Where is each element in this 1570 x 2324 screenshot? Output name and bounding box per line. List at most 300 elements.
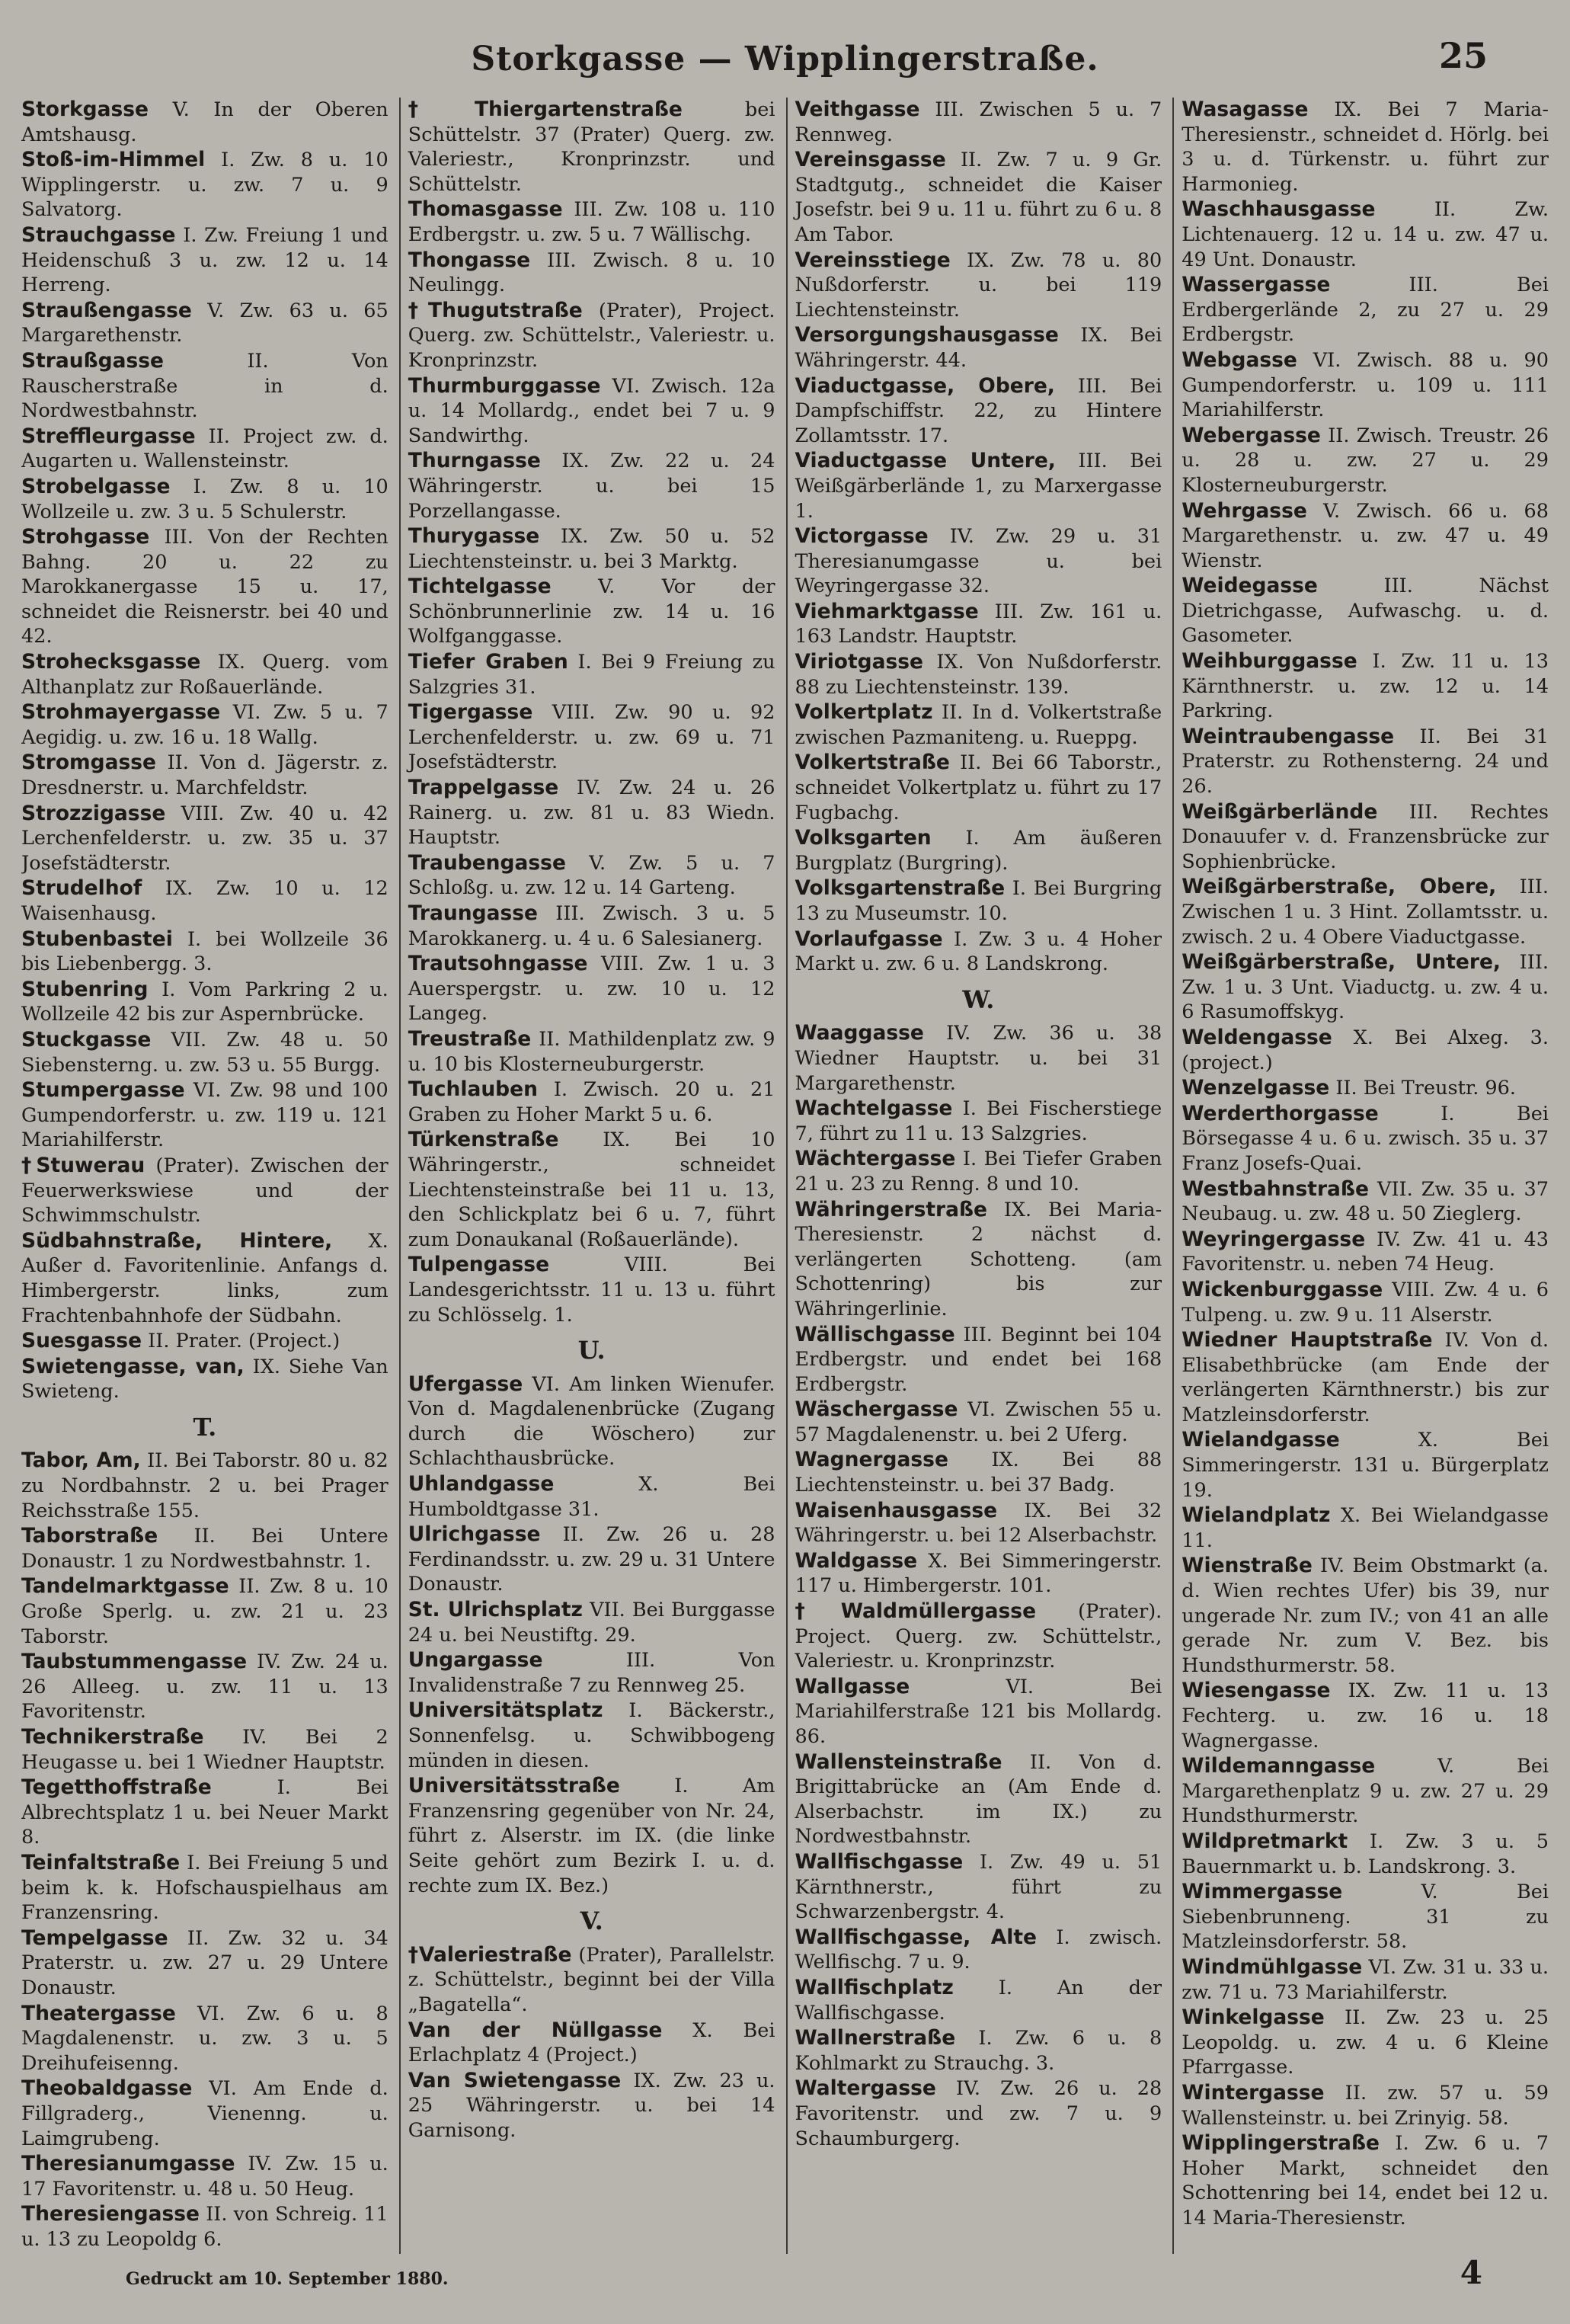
street-entry <box>21 1229 389 1328</box>
street-name: Universitätsstraße <box>408 1774 620 1798</box>
street-name: Stubenbastei <box>21 927 173 951</box>
print-date: Gedruckt am 10. September 1880. <box>126 2269 449 2289</box>
street-entry <box>795 876 1162 926</box>
street-entry <box>408 1648 775 1698</box>
street-description: (Prater), Project. Querg. zw. Schüttelstr., Valeriestr. u. Kronprinzstr. <box>408 299 775 372</box>
street-entry <box>408 449 775 523</box>
street-name: Wielandgasse <box>1181 1428 1340 1452</box>
street-entry <box>21 2152 389 2201</box>
street-entry <box>21 2202 389 2252</box>
street-description: V. Zwisch. 66 u. 68 Margarethenstr. u. zw. 47 u. 49 Wienstr. <box>1181 499 1549 572</box>
street-entry <box>1181 2131 1549 2230</box>
street-entry <box>408 1943 775 2018</box>
street-description: II. Mathildenplatz zw. 9 u. 10 bis Klosterneuburgerstr. <box>408 1027 775 1076</box>
street-name: Victorgasse <box>795 524 929 549</box>
street-description: IV. Von d. Elisabethbrücke (am Ende der verlängerten Kärnthnerstr.) bis zur Matzleinsdorferstr. <box>1181 1329 1549 1426</box>
street-entry <box>1181 1177 1549 1227</box>
sheet-number: 4 <box>1460 2254 1482 2291</box>
street-entry <box>21 223 389 298</box>
street-name: Wienstraße <box>1181 1554 1313 1578</box>
street-description: III. Zwischen 5 u. 7 Rennweg. <box>795 98 1162 146</box>
street-entry <box>1181 1076 1549 1101</box>
street-name: Waaggasse <box>795 1021 924 1045</box>
street-description: VIII. Zw. 90 u. 92 Lerchenfelderstr. u. zw. 69 u. 71 Josefstädterstr. <box>408 701 775 774</box>
street-description: IX. Zw. 22 u. 24 Währingerstr. u. bei 15 Porzellangasse. <box>408 450 775 523</box>
street-entry <box>21 98 389 147</box>
street-entry <box>21 148 389 222</box>
street-entry <box>1181 1829 1549 1879</box>
street-entry <box>408 1077 775 1127</box>
street-entry <box>795 1675 1162 1749</box>
street-name: Weihburggasse <box>1181 649 1357 674</box>
street-description: VI. Bei Mariahilferstraße 121 bis Mollardg. 86. <box>795 1675 1162 1748</box>
street-name: Viriotgasse <box>795 650 924 674</box>
street-description: IV. Beim Obstmarkt (a. d. Wien rechtes Ufer) bis 39, nur ungerade Nr. zum IV.; von 41 an alle gerade Nr. zum V. Bez. bis Hundsthurmerstr. 58. <box>1181 1554 1549 1677</box>
street-description: IX. Bei 7 Maria-Theresienstr., schneidet d. Hörlg. bei 3 u. d. Türkenstr. u. führt zur Harmonieg. <box>1181 98 1549 196</box>
street-entry <box>795 927 1162 977</box>
street-entry <box>21 1154 389 1228</box>
street-name: Stuckgasse <box>21 1027 152 1052</box>
street-description: X. Bei Humboldtgasse 31. <box>408 1473 775 1521</box>
street-entry <box>408 1598 775 1647</box>
street-entry <box>1181 1328 1549 1427</box>
street-description: II. Von d. Brigittabrücke an (Am Ende d. Alserbachstr. im IX.) zu Nordwestbahnstr. <box>795 1750 1162 1849</box>
street-description: VIII. Zw. 1 u. 3 Auerspergstr. u. zw. 10 u. 12 Langeg. <box>408 952 775 1026</box>
street-description: VIII. Zw. 40 u. 42 Lerchenfelderstr. u. zw. 35 u. 37 Josefstädterstr. <box>21 802 389 875</box>
street-entry <box>21 1028 389 1077</box>
street-entry <box>408 1027 775 1077</box>
street-description: I. Bei Fischerstiege 7, führt zu 11 u. 13 Salzgries. <box>795 1097 1162 1145</box>
street-description: VI. Zwisch. 12a u. 14 Mollardg., endet bei 7 u. 9 Sandwirthg. <box>408 374 775 447</box>
street-name: Strauchgasse <box>21 222 176 247</box>
street-description: IX. Querg. vom Althanplatz zur Roßauerlände. <box>21 651 389 699</box>
street-description: I. Zw. 6 u. 7 Hoher Markt, schneidet den Schottenring bei 14, endet bei 12 u. 14 Maria-Theresienstr. <box>1181 2132 1549 2230</box>
street-description: I. Zw. Freiung 1 und Heidenschuß 3 u. zw. 12 u. 14 Herreng. <box>21 223 389 297</box>
street-description: II. In d. Volkertstraße zwischen Pazmaniteng. u. Rueppg. <box>795 701 1162 749</box>
page-number: 25 <box>1438 35 1488 76</box>
street-entry <box>795 98 1162 147</box>
street-name: Webergasse <box>1181 423 1321 447</box>
street-description: VI. Zw. 31 u. 33 u. zw. 71 u. 73 Mariahilferstr. <box>1181 1955 1549 2004</box>
street-name: Tulpengasse <box>408 1253 550 1277</box>
street-entry <box>408 700 775 775</box>
street-name: Versorgungshausgasse <box>795 323 1059 347</box>
street-description: III. Bei Dampfschiffstr. 22, zu Hintere Zollamtsstr. 17. <box>795 374 1162 447</box>
street-description: I. Zw. 49 u. 51 Kärnthnerstr., führt zu Schwarzenbergstr. 4. <box>795 1850 1162 1924</box>
street-name: Wildemanngasse <box>1181 1754 1376 1778</box>
street-entry <box>408 1253 775 1327</box>
street-name: Waschhausgasse <box>1181 197 1376 222</box>
street-description: VI. Zw. 6 u. 8 Magdalenenstr. u. zw. 3 u. 5 Dreihufeisenng. <box>21 2002 389 2075</box>
street-name: Strohecksgasse <box>21 650 201 674</box>
street-name: Ufergasse <box>408 1372 523 1396</box>
street-name: Winkelgasse <box>1181 2005 1325 2030</box>
street-description: VI. Am Ende d. Fillgraderg., Vienenng. u. Laimgrubeng. <box>21 2077 389 2150</box>
street-name: Wasagasse <box>1181 98 1309 121</box>
street-entry <box>795 1549 1162 1599</box>
street-description: IX. Zw. 23 u. 25 Währingerstr. u. bei 14 Garnisong. <box>408 2069 775 2142</box>
street-description: I. Bei Albrechtsplatz 1 u. bei Neuer Markt 8. <box>21 1776 389 1849</box>
street-entry <box>21 751 389 800</box>
street-entry <box>795 2026 1162 2076</box>
street-entry <box>408 1522 775 1597</box>
street-name: Universitätsplatz <box>408 1698 603 1723</box>
street-name: Swietengasse, van, <box>21 1354 245 1378</box>
street-name: Windmühlgasse <box>1181 1954 1363 1979</box>
street-description: III. Bei Weißgärberlände 1, zu Marxergasse 1. <box>795 450 1162 523</box>
street-entry <box>408 851 775 901</box>
street-entry <box>795 1397 1162 1447</box>
street-entry <box>1181 348 1549 423</box>
street-entry <box>408 952 775 1026</box>
street-name: Theresianumgasse <box>21 2152 235 2176</box>
street-entry <box>795 248 1162 323</box>
street-description: IV. Zw. 24 u. 26 Alleeg. u. zw. 11 u. 13 Favoritenstr. <box>21 1650 389 1724</box>
street-entry <box>408 1128 775 1252</box>
street-name: Storkgasse <box>21 98 149 121</box>
street-entry <box>408 776 775 850</box>
street-description: II. Bei 66 Taborstr., schneidet Volkertplatz u. führt zu 17 Fugbachg. <box>795 751 1162 824</box>
street-entry <box>21 1355 389 1404</box>
street-name: Straußgasse <box>21 348 165 373</box>
street-name: Waltergasse <box>795 2076 936 2101</box>
street-description: II. Bei Untere Donaustr. 1 zu Nordwestbahnstr. 1. <box>21 1525 389 1573</box>
street-description: IV. Zw. 15 u. 17 Favoritenstr. u. 48 u. 50 Heug. <box>21 2153 389 2201</box>
street-name: Theobaldgasse <box>21 2076 193 2101</box>
page-title: Storkgasse — Wipplingerstraße. <box>471 40 1099 78</box>
street-entry <box>21 1329 389 1354</box>
street-entry <box>795 650 1162 699</box>
street-description: III. Zw. 108 u. 110 Erdbergstr. u. zw. 5 u. 7 Wällischg. <box>408 198 775 246</box>
street-description: II. zw. 57 u. 59 Wallensteinstr. u. bei Zrinyig. 58. <box>1181 2081 1549 2130</box>
street-entry <box>795 1850 1162 1925</box>
street-entry <box>795 323 1162 373</box>
page-header <box>0 30 1570 84</box>
street-name: Wällischgasse <box>795 1322 955 1346</box>
street-entry <box>1181 574 1549 648</box>
street-description: I. Am Franzensring gegenüber von Nr. 24, führt z. Alserstr. im IX. (die linke Seite gehört zum Bezirk I. u. d. rechte zum IX. Bez.) <box>408 1775 775 1897</box>
street-name: Wallfischgasse, Alte <box>795 1925 1037 1949</box>
street-name: Wagnergasse <box>795 1448 948 1472</box>
street-name: Volksgartenstraße <box>795 876 1006 901</box>
street-description: I. Bei 9 Freiung zu Salzgries 31. <box>408 651 775 699</box>
street-description: III. Zwisch. 8 u. 10 Neulingg. <box>408 248 775 297</box>
street-name: Strudelhof <box>21 876 142 901</box>
street-name: St. Ulrichsplatz <box>408 1598 583 1622</box>
street-name: Wäschergasse <box>795 1397 958 1422</box>
street-name: Südbahnstraße, Hintere, <box>21 1228 333 1253</box>
street-description: IX. Von Nußdorferstr. 88 zu Liechtensteinstr. 139. <box>795 651 1162 699</box>
street-name: Weidegasse <box>1181 574 1318 598</box>
street-name: Thurmburggasse <box>408 373 601 398</box>
street-entry <box>21 1650 389 1724</box>
street-entry <box>21 299 389 348</box>
street-name: Wallfischplatz <box>795 1975 954 1999</box>
street-description: V. Bei Margarethenplatz 9 u. zw. 27 u. 29 Hundsthurmerstr. <box>1181 1755 1549 1828</box>
street-description: V. In der Oberen Amtshausg. <box>21 98 389 146</box>
street-entry <box>795 1499 1162 1548</box>
street-description: IX. Bei Maria-Theresienstr. 2 nächst d. verlängerten Schotteng. (am Schottenring) bis zur Währingerlinie. <box>795 1198 1162 1320</box>
street-description: IX. Bei Währingerstr. 44. <box>795 324 1162 372</box>
street-entry <box>1181 2081 1549 2130</box>
street-entry <box>21 2076 389 2151</box>
street-name: Volkertplatz <box>795 700 933 725</box>
street-description: IV. Zw. 29 u. 31 Theresianumgasse u. bei Weyringergasse 32. <box>795 525 1162 598</box>
street-description: II. Zw. 26 u. 28 Ferdinandsstr. u. zw. 29 u. 31 Untere Donaustr. <box>408 1523 775 1596</box>
street-entry <box>795 1198 1162 1322</box>
street-description: X. Bei Wielandgasse 11. <box>1181 1504 1549 1552</box>
street-description: III. Von Invalidenstraße 7 zu Rennweg 25. <box>408 1649 775 1697</box>
street-name: †Thiergartenstraße <box>408 98 683 121</box>
street-name: Tegetthoffstraße <box>21 1775 212 1800</box>
street-name: Suesgasse <box>21 1329 142 1353</box>
street-entry <box>408 374 775 449</box>
street-entry <box>795 1096 1162 1146</box>
street-entry <box>408 1774 775 1898</box>
street-entry <box>795 826 1162 876</box>
street-name: Vereinsstiege <box>795 248 951 272</box>
street-name: Traubengasse <box>408 850 566 875</box>
street-description: VII. Zw. 35 u. 37 Neubaug. u. zw. 48 u. 50 Zieglerg. <box>1181 1177 1549 1226</box>
street-description: (Prater), Parallelstr. z. Schüttelstr., beginnt bei der Villa „Bagatella“. <box>408 1943 775 2016</box>
street-name: Tigergasse <box>408 700 533 725</box>
street-description: I. Zw. 3 u. 4 Hoher Markt u. zw. 6 u. 8 Landskrong. <box>795 927 1162 976</box>
street-name: Strobelgasse <box>21 474 171 498</box>
street-description: II. Prater. (Project.) <box>142 1330 341 1353</box>
street-name: Thomasgasse <box>408 197 563 222</box>
street-entry <box>408 901 775 951</box>
street-description: I. Bäckerstr., Sonnenfelsg. u. Schwibbogeng münden in diesen. <box>408 1699 775 1772</box>
street-name: Wielandplatz <box>1181 1503 1331 1528</box>
street-entry <box>408 248 775 298</box>
street-name: †Valeriestraße <box>408 1942 572 1967</box>
street-entry <box>21 1725 389 1775</box>
street-entry <box>21 2002 389 2076</box>
street-name: Tichtelgasse <box>408 575 552 599</box>
street-name: Weißgärberlände <box>1181 799 1378 824</box>
street-entry <box>795 148 1162 247</box>
column-4 <box>1172 98 1549 2254</box>
street-description: IV. Zw. 41 u. 43 Favoritenstr. u. neben 74 Heug. <box>1181 1228 1549 1276</box>
street-name: Wiesengasse <box>1181 1679 1331 1703</box>
street-entry <box>408 1698 775 1773</box>
street-entry <box>21 802 389 876</box>
street-name: †Waldmüllergasse <box>795 1599 1037 1624</box>
street-name: Webgasse <box>1181 347 1297 372</box>
street-name: Volkertstraße <box>795 751 950 775</box>
street-name: Theresiengasse <box>21 2202 200 2226</box>
street-columns <box>21 98 1549 2254</box>
street-description: I. Bei Freiung 5 und beim k. k. Hofschauspielhaus am Franzensring. <box>21 1851 389 1925</box>
street-description: VIII. Zw. 4 u. 6 Tulpeng. u. zw. 9 u. 11 Alserstr. <box>1181 1278 1549 1327</box>
street-description: II. Zw. Lichtenauerg. 12 u. 14 u. zw. 47 u. 49 Unt. Donaustr. <box>1181 198 1549 271</box>
street-name: Strohmayergasse <box>21 700 221 725</box>
column-3 <box>786 98 1162 2254</box>
street-entry <box>1181 875 1549 949</box>
street-name: Stromgasse <box>21 751 157 775</box>
street-name: Wiedner Hauptstraße <box>1181 1328 1433 1352</box>
street-name: Wipplingerstraße <box>1181 2131 1380 2156</box>
street-name: Wachtelgasse <box>795 1096 953 1121</box>
street-name: Trappelgasse <box>408 776 559 800</box>
street-description: III. Rechtes Donauufer v. d. Franzensbrücke zur Sophienbrücke. <box>1181 800 1549 873</box>
street-name: †Thugutstraße <box>408 298 583 322</box>
street-name: Wallgasse <box>795 1674 910 1698</box>
street-name: †Stuwerau <box>21 1153 145 1177</box>
column-1 <box>21 98 389 2254</box>
street-entry <box>21 1448 389 1523</box>
street-name: Teinfaltstraße <box>21 1850 181 1874</box>
street-entry <box>21 1926 389 2001</box>
street-entry <box>1181 1503 1549 1553</box>
street-description: IX. Siehe Van Swieteng. <box>21 1355 389 1404</box>
section-letter: V. <box>580 1906 603 1936</box>
street-description: (Prater). Project. Querg. zw. Schüttelstr., Valeriestr. u. Kronprinzstr. <box>795 1600 1162 1673</box>
street-name: Weyringergasse <box>1181 1227 1366 1251</box>
street-entry <box>408 1472 775 1522</box>
street-entry <box>1181 98 1549 197</box>
street-name: Stoß-im-Himmel <box>21 148 206 172</box>
street-description: I. zwisch. Wellfischg. 7 u. 9. <box>795 1925 1162 1974</box>
street-entry <box>1181 273 1549 347</box>
street-entry <box>795 1323 1162 1397</box>
street-description: IX. Zw. 10 u. 12 Waisenhausg. <box>21 877 389 925</box>
street-name: Wallnerstraße <box>795 2026 956 2050</box>
street-description: II. Zw. 8 u. 10 Große Sperlg. u. zw. 21 u. 23 Taborstr. <box>21 1575 389 1648</box>
street-description: I. Zw. 6 u. 8 Kohlmarkt zu Strauchg. 3. <box>795 2027 1162 2075</box>
street-entry <box>1181 1679 1549 1753</box>
street-name: Währingerstraße <box>795 1197 987 1221</box>
street-entry <box>795 700 1162 750</box>
street-name: Tandelmarktgasse <box>21 1574 229 1599</box>
street-description: II. Zw. 7 u. 9 Gr. Stadtgutg., schneidet die Kaiser Josefstr. bei 9 u. 11 u. führt zu 6 u. 8 Am Tabor. <box>795 149 1162 246</box>
street-entry <box>408 98 775 197</box>
street-name: Straußengasse <box>21 298 192 322</box>
street-description: II. Project zw. d. Augarten u. Wallensteinstr. <box>21 424 389 473</box>
street-description: I. Zw. 11 u. 13 Kärnthnerstr. u. zw. 12 u. 14 Parkring. <box>1181 650 1549 723</box>
street-entry <box>795 1448 1162 1497</box>
street-description: III. Von der Rechten Bahng. 20 u. 22 zu Marokkanergasse 15 u. 17, schneidet die Reisnerstr. bei 40 und 42. <box>21 526 389 648</box>
street-name: Tuchlauben <box>408 1077 538 1102</box>
street-entry <box>795 2076 1162 2151</box>
street-name: Wallfischgasse <box>795 1849 964 1874</box>
street-name: Veithgasse <box>795 98 920 121</box>
street-entry <box>21 475 389 524</box>
street-entry <box>408 299 775 373</box>
street-entry <box>408 1372 775 1471</box>
street-description: X. Bei Simmeringerstr. 117 u. Himbergerstr. 101. <box>795 1549 1162 1598</box>
street-description: VI. Zw. 5 u. 7 Aegidig. u. zw. 16 u. 18 Wallg. <box>21 701 389 749</box>
street-entry <box>408 650 775 699</box>
street-description: X. Bei Alxeg. 3. (project.) <box>1181 1026 1549 1074</box>
street-name: Technikerstraße <box>21 1725 204 1749</box>
section-letter: T. <box>193 1412 217 1442</box>
street-entry <box>1181 1278 1549 1327</box>
street-name: Weintraubengasse <box>1181 724 1395 748</box>
street-name: Viaductgasse, Obere, <box>795 373 1055 398</box>
section-letter: U. <box>577 1336 606 1365</box>
street-description: IX. Bei 88 Liechtensteinstr. u. bei 37 Badg. <box>795 1448 1162 1497</box>
street-name: Weißgärberstraße, Untere, <box>1181 950 1501 975</box>
street-name: Traungasse <box>408 901 538 925</box>
street-description: VII. Zw. 48 u. 50 Siebensterng. u. zw. 53 u. 55 Burgg. <box>21 1028 389 1077</box>
street-entry <box>795 1750 1162 1849</box>
street-entry <box>1181 725 1549 799</box>
street-entry <box>21 525 389 649</box>
street-entry <box>21 1775 389 1850</box>
street-name: Wildpretmarkt <box>1181 1829 1348 1853</box>
street-name: Wenzelgasse <box>1181 1076 1330 1100</box>
section-letter: W. <box>962 984 995 1014</box>
street-entry <box>1181 1428 1549 1503</box>
street-entry <box>795 600 1162 649</box>
street-name: Ulrichgasse <box>408 1522 541 1547</box>
street-entry <box>795 1925 1162 1975</box>
street-name: Weißgärberstraße, Obere, <box>1181 875 1497 899</box>
street-entry <box>21 1524 389 1573</box>
street-name: Strohgasse <box>21 525 150 549</box>
street-description: V. Zw. 63 u. 65 Margarethenstr. <box>21 299 389 347</box>
street-description: (Prater). Zwischen der Feuerwerkswiese und der Schwimmschulstr. <box>21 1154 389 1228</box>
street-entry <box>795 374 1162 449</box>
street-entry <box>408 197 775 247</box>
street-description: I. Bei Burgring 13 zu Museumstr. 10. <box>795 877 1162 925</box>
street-description: V. Vor der Schönbrunnerlinie zw. 14 u. 16 Wolfganggasse. <box>408 575 775 648</box>
street-entry <box>1181 424 1549 498</box>
street-description: bei Schüttelstr. 37 (Prater) Querg. zw. Valeriestr., Kronprinzstr. und Schüttelstr. <box>408 98 775 196</box>
street-description: I. Zw. 3 u. 5 Bauernmarkt u. b. Landskrong. 3. <box>1181 1829 1549 1878</box>
street-description: IX. Bei 10 Währingerstr., schneidet Liechtensteinstraße bei 11 u. 13, den Schlickplatz bei 6 u. 7, führt zum Donaukanal (Roßauerlände). <box>408 1128 775 1251</box>
street-name: Trautsohngasse <box>408 952 588 976</box>
street-entry <box>21 927 389 977</box>
street-entry <box>21 349 389 424</box>
street-name: Thurngasse <box>408 449 541 473</box>
street-name: Tiefer Graben <box>408 650 568 674</box>
street-name: Waisenhausgasse <box>795 1498 998 1522</box>
street-description: V. Zw. 5 u. 7 Schloßg. u. zw. 12 u. 14 Garteng. <box>408 851 775 900</box>
street-description: X. Bei Simmeringerstr. 131 u. Bürgerplatz 19. <box>1181 1429 1549 1502</box>
street-name: Streffleurgasse <box>21 424 196 448</box>
street-name: Tempelgasse <box>21 1925 168 1950</box>
street-entry <box>795 524 1162 599</box>
street-entry <box>795 1147 1162 1196</box>
street-name: Waldgasse <box>795 1548 918 1573</box>
street-description: IX. Zw. 50 u. 52 Liechtensteinstr. u. bei 3 Marktg. <box>408 525 775 573</box>
street-entry <box>21 700 389 750</box>
street-description: III. Beginnt bei 104 Erdbergstr. und endet bei 168 Erdbergstr. <box>795 1323 1162 1396</box>
street-name: Thurygasse <box>408 524 540 549</box>
street-entry <box>1181 950 1549 1025</box>
street-description: II. Bei 31 Praterstr. zu Rothensterng. 24 und 26. <box>1181 725 1549 799</box>
street-entry <box>795 1599 1162 1674</box>
street-name: Viehmarktgasse <box>795 599 979 623</box>
street-entry <box>21 650 389 699</box>
street-name: Uhlandgasse <box>408 1472 555 1497</box>
street-description: VI. Zwischen 55 u. 57 Magdalenenstr. u. bei 2 Uferg. <box>795 1398 1162 1446</box>
street-name: Stumpergasse <box>21 1078 185 1103</box>
street-entry <box>1181 1102 1549 1176</box>
street-entry <box>1181 1955 1549 2005</box>
street-entry <box>1181 2005 1549 2080</box>
street-entry <box>1181 197 1549 272</box>
street-name: Vorlaufgasse <box>795 927 943 951</box>
street-entry <box>1181 1754 1549 1829</box>
street-name: Wassergasse <box>1181 273 1331 297</box>
street-description: I. Vom Parkring 2 u. Wollzeile 42 bis zur Aspernbrücke. <box>21 978 389 1026</box>
street-description: IV. Zw. 26 u. 28 Favoritenstr. und zw. 7 u. 9 Schaumburgerg. <box>795 2077 1162 2150</box>
street-name: Wehrgasse <box>1181 498 1307 523</box>
street-description: IX. Zw. 11 u. 13 Fechterg. u. zw. 16 u. 18 Wagnergasse. <box>1181 1679 1549 1753</box>
